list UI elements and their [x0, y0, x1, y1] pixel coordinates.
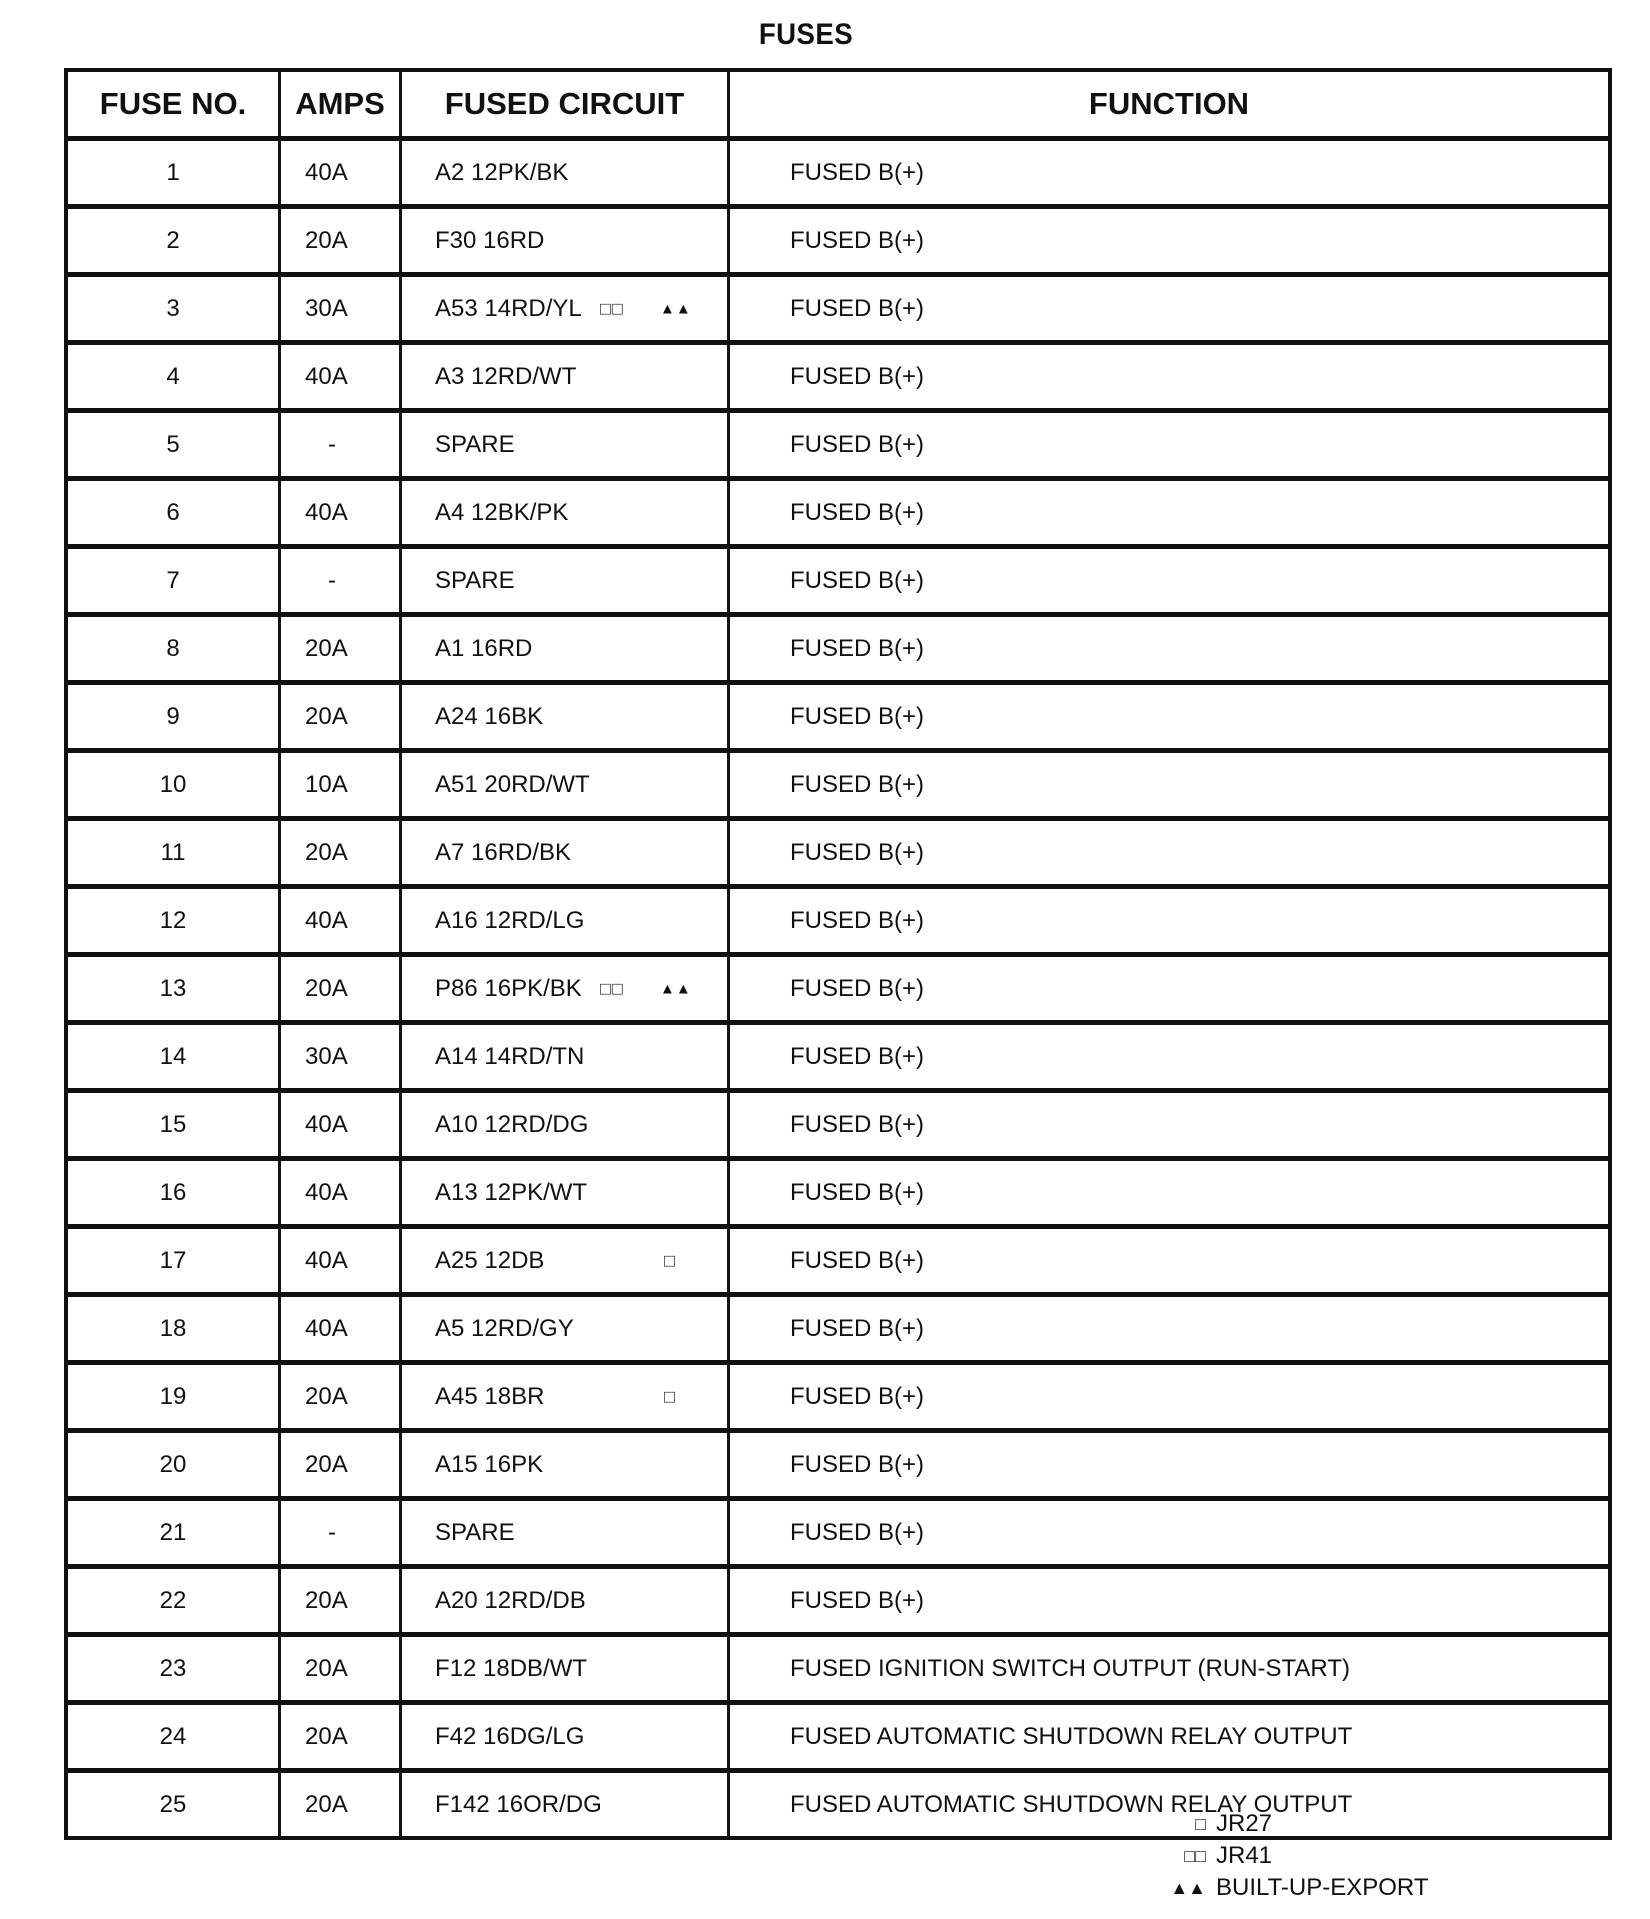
fuse-table [64, 68, 1612, 1840]
page-title: FUSES [758, 18, 854, 51]
amps-cell: 20A [280, 683, 401, 751]
table-row [66, 887, 1610, 955]
circuit-label: A13 12PK/WT [435, 1178, 588, 1206]
function-cell: FUSED B(+) [729, 479, 1611, 547]
single-square-icon: □ [664, 1250, 676, 1270]
amps-cell: 40A [280, 1159, 401, 1227]
circuit-label: A45 18BR [435, 1382, 545, 1410]
fuse-number-cell: 13 [66, 955, 280, 1023]
table-row [66, 547, 1610, 615]
fused-circuit-cell [401, 1227, 729, 1295]
circuit-label: SPARE [435, 430, 515, 458]
legend-item-jr41 [1150, 1840, 1428, 1872]
function-cell: FUSED B(+) [729, 1023, 1611, 1091]
circuit-label: A3 12RD/WT [435, 362, 577, 390]
function-cell: FUSED IGNITION SWITCH OUTPUT (RUN-START) [729, 1635, 1611, 1703]
function-cell: FUSED B(+) [729, 1091, 1611, 1159]
fuse-number-cell: 16 [66, 1159, 280, 1227]
table-header-row [66, 70, 1610, 139]
circuit-label: A10 12RD/DG [435, 1110, 589, 1138]
fuse-number-cell: 5 [66, 411, 280, 479]
fuse-number-cell: 6 [66, 479, 280, 547]
table-row [66, 1227, 1610, 1295]
function-cell: FUSED AUTOMATIC SHUTDOWN RELAY OUTPUT [729, 1703, 1611, 1771]
column-header-fused-circuit: FUSED CIRCUIT [401, 70, 729, 139]
fused-circuit-cell [401, 1091, 729, 1159]
fused-circuit-cell [401, 1499, 729, 1567]
fuse-number-cell: 18 [66, 1295, 280, 1363]
legend-item-built-up-export [1150, 1872, 1428, 1904]
table-row [66, 1295, 1610, 1363]
function-cell: FUSED B(+) [729, 1159, 1611, 1227]
fused-circuit-cell [401, 1635, 729, 1703]
fused-circuit-cell [401, 751, 729, 819]
circuit-label: F30 16RD [435, 226, 545, 254]
circuit-label: A2 12PK/BK [435, 158, 569, 186]
table-row [66, 1363, 1610, 1431]
fuse-number-cell: 1 [66, 139, 280, 207]
amps-cell: 40A [280, 1227, 401, 1295]
table-row [66, 751, 1610, 819]
fuse-number-cell: 3 [66, 275, 280, 343]
fuse-number-cell: 15 [66, 1091, 280, 1159]
table-row [66, 1091, 1610, 1159]
fuse-number-cell: 25 [66, 1771, 280, 1839]
double-square-icon: □□ [600, 298, 624, 318]
fused-circuit-cell [401, 1363, 729, 1431]
double-triangle-icon: ▲▲ [660, 300, 692, 317]
fused-circuit-cell [401, 343, 729, 411]
table-row [66, 1567, 1610, 1635]
circuit-label: F42 16DG/LG [435, 1722, 585, 1750]
legend-label: JR27 [1216, 1810, 1273, 1837]
function-cell: FUSED B(+) [729, 411, 1611, 479]
function-cell: FUSED B(+) [729, 547, 1611, 615]
amps-cell: 20A [280, 1703, 401, 1771]
circuit-label: A15 16PK [435, 1450, 544, 1478]
fuse-table-body [66, 139, 1610, 1839]
amps-cell: - [280, 411, 401, 479]
amps-cell: - [280, 1499, 401, 1567]
fused-circuit-cell [401, 955, 729, 1023]
legend-item-jr27 [1150, 1808, 1428, 1840]
function-cell: FUSED B(+) [729, 683, 1611, 751]
fused-circuit-cell [401, 615, 729, 683]
table-row [66, 1431, 1610, 1499]
amps-cell: 40A [280, 1091, 401, 1159]
amps-cell: 30A [280, 275, 401, 343]
amps-cell: 20A [280, 615, 401, 683]
function-cell: FUSED B(+) [729, 275, 1611, 343]
circuit-label: F12 18DB/WT [435, 1654, 588, 1682]
function-cell: FUSED B(+) [729, 1567, 1611, 1635]
circuit-label: A5 12RD/GY [435, 1314, 574, 1342]
function-cell: FUSED B(+) [729, 887, 1611, 955]
amps-cell: 20A [280, 1567, 401, 1635]
fused-circuit-cell [401, 887, 729, 955]
legend-label: JR41 [1216, 1842, 1273, 1869]
circuit-label: A7 16RD/BK [435, 838, 572, 866]
fuse-number-cell: 12 [66, 887, 280, 955]
double-triangle-icon: ▲▲ [1170, 1878, 1206, 1898]
column-header-fuse-no: FUSE NO. [66, 70, 280, 139]
amps-cell: 40A [280, 887, 401, 955]
fused-circuit-cell [401, 683, 729, 751]
fused-circuit-cell [401, 1023, 729, 1091]
amps-cell: 20A [280, 207, 401, 275]
table-row [66, 411, 1610, 479]
function-cell: FUSED B(+) [729, 615, 1611, 683]
fused-circuit-cell [401, 275, 729, 343]
single-square-icon: □ [664, 1386, 676, 1406]
circuit-label: A4 12BK/PK [435, 498, 569, 526]
fused-circuit-cell [401, 1771, 729, 1839]
circuit-label: A20 12RD/DB [435, 1586, 586, 1614]
fuse-number-cell: 20 [66, 1431, 280, 1499]
function-cell: FUSED AUTOMATIC SHUTDOWN RELAY OUTPUT [729, 1771, 1611, 1839]
table-row [66, 343, 1610, 411]
fuse-number-cell: 4 [66, 343, 280, 411]
amps-cell: 20A [280, 819, 401, 887]
amps-cell: 20A [280, 1771, 401, 1839]
single-square-icon: □ [1195, 1814, 1206, 1834]
function-cell: FUSED B(+) [729, 1431, 1611, 1499]
fuse-number-cell: 21 [66, 1499, 280, 1567]
table-row [66, 1703, 1610, 1771]
circuit-label: A53 14RD/YL [435, 294, 582, 322]
table-row [66, 1635, 1610, 1703]
fused-circuit-cell [401, 207, 729, 275]
table-row [66, 819, 1610, 887]
fuse-number-cell: 11 [66, 819, 280, 887]
table-row [66, 1159, 1610, 1227]
table-row [66, 139, 1610, 207]
table-row [66, 207, 1610, 275]
function-cell: FUSED B(+) [729, 139, 1611, 207]
circuit-label: F142 16OR/DG [435, 1790, 602, 1818]
fused-circuit-cell [401, 1431, 729, 1499]
fused-circuit-cell [401, 819, 729, 887]
amps-cell: 40A [280, 479, 401, 547]
double-square-icon: □□ [1184, 1846, 1206, 1866]
amps-cell: 20A [280, 1635, 401, 1703]
fuse-number-cell: 24 [66, 1703, 280, 1771]
amps-cell: 20A [280, 955, 401, 1023]
fuse-number-cell: 22 [66, 1567, 280, 1635]
amps-cell: 40A [280, 1295, 401, 1363]
circuit-label: P86 16PK/BK [435, 974, 582, 1002]
amps-cell: 10A [280, 751, 401, 819]
circuit-label: A1 16RD [435, 634, 533, 662]
amps-cell: - [280, 547, 401, 615]
fused-circuit-cell [401, 1295, 729, 1363]
circuit-label: A16 12RD/LG [435, 906, 585, 934]
circuit-label: A14 14RD/TN [435, 1042, 585, 1070]
circuit-label: SPARE [435, 566, 515, 594]
fuse-number-cell: 7 [66, 547, 280, 615]
fused-circuit-cell [401, 547, 729, 615]
double-triangle-icon: ▲▲ [660, 980, 692, 997]
function-cell: FUSED B(+) [729, 207, 1611, 275]
amps-cell: 20A [280, 1363, 401, 1431]
column-header-amps: AMPS [280, 70, 401, 139]
fused-circuit-cell [401, 1703, 729, 1771]
function-cell: FUSED B(+) [729, 1499, 1611, 1567]
table-row [66, 275, 1610, 343]
function-cell: FUSED B(+) [729, 343, 1611, 411]
fused-circuit-cell [401, 139, 729, 207]
fused-circuit-cell [401, 411, 729, 479]
amps-cell: 30A [280, 1023, 401, 1091]
fused-circuit-cell [401, 479, 729, 547]
legend [1150, 1808, 1428, 1904]
amps-cell: 40A [280, 343, 401, 411]
table-row [66, 479, 1610, 547]
fused-circuit-cell [401, 1159, 729, 1227]
circuit-label: SPARE [435, 1518, 515, 1546]
function-cell: FUSED B(+) [729, 751, 1611, 819]
table-row [66, 615, 1610, 683]
function-cell: FUSED B(+) [729, 1295, 1611, 1363]
fuse-number-cell: 14 [66, 1023, 280, 1091]
fuse-number-cell: 10 [66, 751, 280, 819]
circuit-label: A25 12DB [435, 1246, 545, 1274]
table-row [66, 683, 1610, 751]
table-row [66, 1023, 1610, 1091]
amps-cell: 40A [280, 139, 401, 207]
fuse-number-cell: 23 [66, 1635, 280, 1703]
fused-circuit-cell [401, 1567, 729, 1635]
legend-label: BUILT-UP-EXPORT [1216, 1874, 1429, 1901]
fuse-number-cell: 8 [66, 615, 280, 683]
fuse-number-cell: 2 [66, 207, 280, 275]
circuit-label: A24 16BK [435, 702, 544, 730]
fuse-number-cell: 19 [66, 1363, 280, 1431]
function-cell: FUSED B(+) [729, 819, 1611, 887]
double-square-icon: □□ [600, 978, 624, 998]
amps-cell: 20A [280, 1431, 401, 1499]
function-cell: FUSED B(+) [729, 955, 1611, 1023]
function-cell: FUSED B(+) [729, 1227, 1611, 1295]
column-header-function: FUNCTION [729, 70, 1611, 139]
table-row [66, 955, 1610, 1023]
fuse-number-cell: 17 [66, 1227, 280, 1295]
function-cell: FUSED B(+) [729, 1363, 1611, 1431]
circuit-label: A51 20RD/WT [435, 770, 590, 798]
table-row [66, 1499, 1610, 1567]
fuse-number-cell: 9 [66, 683, 280, 751]
